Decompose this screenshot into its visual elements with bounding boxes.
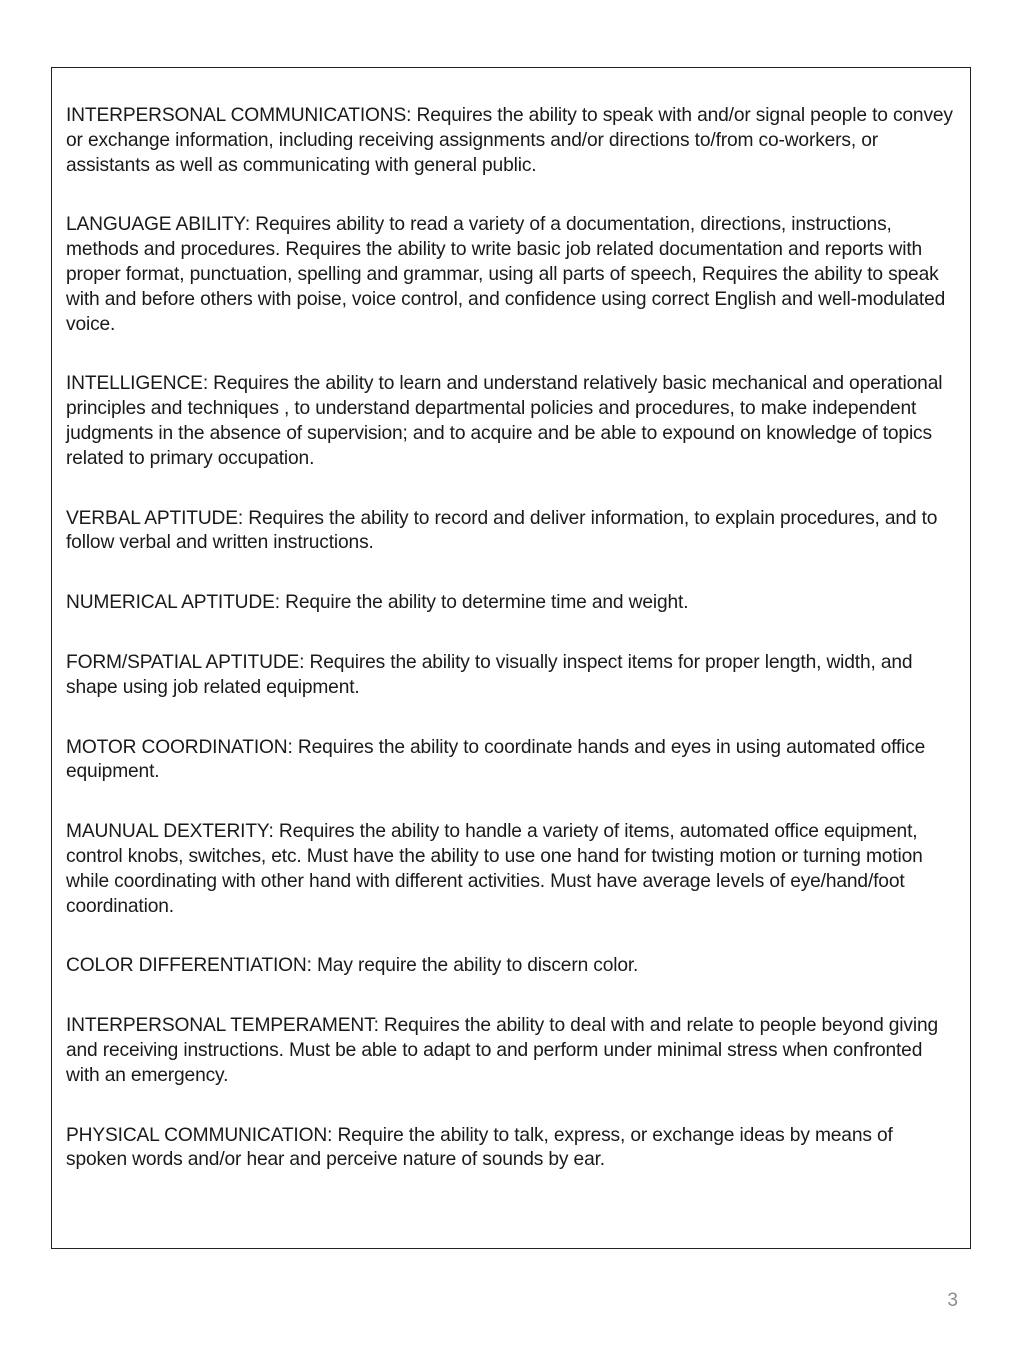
paragraph-physical-communication: PHYSICAL COMMUNICATION: Require the ability to talk, express, or exchange ideas by means of spoken words and/or hear and perceive nature of sounds by ear. (66, 1124, 893, 1171)
paragraph-manual-dexterity: MAUNUAL DEXTERITY: Requires the ability to handle a variety of items, automated office equipment, control knobs, switches, etc. Must have the ability to use one hand for twisting motion or turning motion while coordinating with other hand with different activities. Must have average levels of eye/hand/foot coordination. (66, 821, 923, 917)
page-number: 3 (947, 1290, 958, 1311)
paragraph-interpersonal-temperament: INTERPERSONAL TEMPERAMENT: Requires the ability to deal with and relate to people beyond giving and receiving instructions. Must be able to adapt to and perform under minimal stress when confronted with an emergency. (66, 1015, 938, 1086)
paragraph-form-spatial-aptitude: FORM/SPATIAL APTITUDE: Requires the ability to visually inspect items for proper length, width, and shape using job related equipment. (66, 651, 913, 698)
document-frame (51, 67, 971, 1249)
paragraph-verbal-aptitude: VERBAL APTITUDE: Requires the ability to record and deliver information, to explain procedures, and to follow verbal and written instructions. (66, 507, 938, 554)
paragraph-numerical-aptitude: NUMERICAL APTITUDE: Require the ability to determine time and weight. (66, 592, 689, 614)
document-body (66, 104, 958, 1208)
paragraph-language-ability: LANGUAGE ABILITY: Requires ability to read a variety of a documentation, directions, instructions, methods and procedures. Requires the ability to write basic job related documentation and reports with proper format, punctuation, spelling and grammar, using all parts of speech, Requires the ability to speak with and before others with poise, voice control, and confidence using correct English and well-modulated voice. (66, 214, 946, 335)
paragraph-interpersonal-communications: INTERPERSONAL COMMUNICATIONS: Requires the ability to speak with and/or signal people to convey or exchange information, including receiving assignments and/or directions to/from co-workers, or assistants as well as communicating with general public. (66, 105, 953, 176)
paragraph-color-differentiation: COLOR DIFFERENTIATION: May require the ability to discern color. (66, 955, 639, 977)
paragraph-motor-coordination: MOTOR COORDINATION: Requires the ability to coordinate hands and eyes in using automated office equipment. (66, 736, 926, 783)
paragraph-intelligence: INTELLIGENCE: Requires the ability to learn and understand relatively basic mechanical and operational principles and techniques , to understand departmental policies and procedures, to make independent judgments in the absence of supervision; and to acquire and be able to expound on knowledge of topics related to primary occupation. (66, 373, 943, 469)
